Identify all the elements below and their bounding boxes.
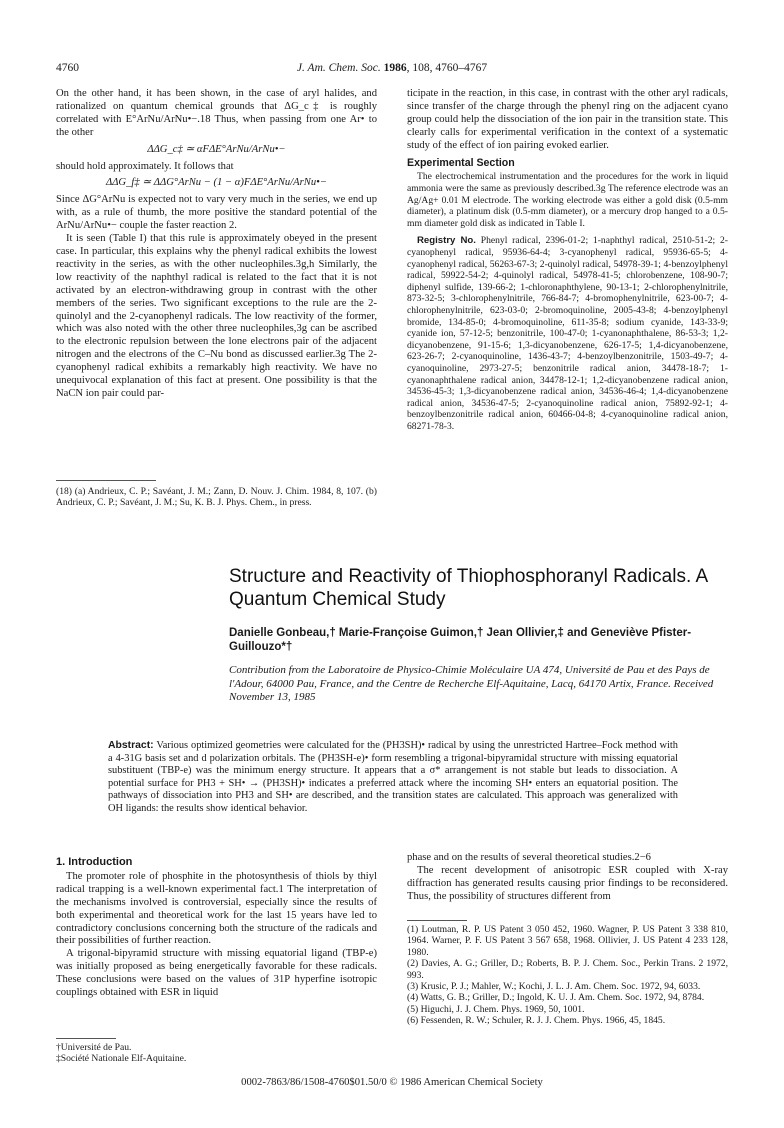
reference: (1) Loutman, R. P. US Patent 3 050 452, 1960. Wagner, P. US Patent 3 338 810, 1964. Warner, P. F. US Patent 3 567 658, 1968. Ollivier, J. US Patent 4 233 128, 1980. <box>407 924 728 958</box>
intro-right-column <box>407 852 728 904</box>
reference: (4) Watts, G. B.; Griller, D.; Ingold, K. U. J. Am. Chem. Soc. 1972, 94, 8784. <box>407 992 705 1004</box>
reference: (2) Davies, A. G.; Griller, D.; Roberts, B. P. J. Chem. Soc., Perkin Trans. 2 1972, 993. <box>407 958 728 981</box>
registry-numbers: Registry No. Phenyl radical, 2396-01-2; 1-naphthyl radical, 2510-51-2; 2-cyanophenyl radical, 95936-64-4; 3-cyanophenyl radical, 95936-65-5; 4-cyanophenyl radical, 56263-67-3; 2-quinolyl radical, 54978-39-1; 4-benzoylphenyl radical, 59922-54-2; 4-quinolyl radical, 54978-41-5; chlorobenzene, 108-90-7; diphenyl sulfide, 139-66-2; 1-chloronaphthylene, 90-13-1; 2-chlorophenylnitrile, 873-32-5; 3-chlorophenylnitrile, 766-84-7; 4-bromophenylnitrile, 623-00-7; 4-chlorophenylnitrile, 623-03-0; 2-bromoquinoline, 2005-43-8; 4-benzoylphenyl bromide, 134-85-0; 4-bromoquinoline, 611-35-8; sodium cyanide, 143-33-9; cyanide ion, 57-12-5; benzonitrile, 100-47-0; 1-cyanonaphthalene, 86-53-3; 1,2-dicyanobenzene, 91-15-6; 1,3-dicyanobenzene, 626-17-5; 1,4-dicyanobenzene, 623-26-7; 2-cyanoquinoline, 1436-43-7; 4-benzoylbenzonitrile, 1503-49-7; 4-cyanoquinoline, 2973-27-5; benzonitrile radical anion, 34478-18-7; 1-cyanonaphthalene radical anion, 34478-12-1; 1,2-dicyanobenzene radical anion, 34536-45-3; 1,3-dicyanobenzene radical anion, 34536-46-4; 1,4-dicyanobenzene radical anion, 34536-47-5; 2-cyanoquinoline radical anion, 75892-92-1; 4-benzoylbenzonitrile radical anion, 60466-04-8; 4-cyanoquinoline radical anion, 68271-78-3. <box>407 235 729 432</box>
affiliation-footnotes: †Université de Pau. ‡Société Nationale Elf-Aquitaine. <box>56 1042 187 1065</box>
paragraph: The electrochemical instrumentation and the procedures for the work in liquid ammonia were the same as previously described.3g The reference electrode was an Ag/Ag+ 0.01 M electrode. The working electrode was either a gold disk (0.5-mm diameter), a platinum disk (0.5-mm diameter), or a mercury drop hanged to a 0.5-mm diameter gold disk as indicated in Table I. <box>407 171 728 229</box>
section-heading: Experimental Section <box>407 156 515 169</box>
article-title: Structure and Reactivity of Thiophosphoranyl Radicals. A Quantum Chemical Study <box>229 566 708 610</box>
running-header <box>56 62 728 78</box>
authors: Danielle Gonbeau,† Marie-Françoise Guimon,† Jean Ollivier,‡ and Geneviève Pfister-Guillouzo*† <box>229 627 692 653</box>
footnote-rule <box>56 480 156 481</box>
equation: ΔΔG_c‡ ≃ αFΔE°ArNu/ArNu•− <box>147 143 286 155</box>
reference: (6) Fessenden, R. W.; Schuler, R. J. J. Chem. Phys. 1966, 45, 1845. <box>407 1015 666 1027</box>
paragraph: ticipate in the reaction, in this case, in contrast with the other aryl radicals, since transfer of the charge through the phenyl ring on the adjacent cyano group could help the dissociation of the ion pair in the transition state. This clearly calls for experimental verification in the context of a systematic study of the effect of ion pairing evoked earlier. <box>407 88 728 151</box>
paragraph: The recent development of anisotropic ESR coupled with X-ray diffraction has generated results causing prior findings to be reconsidered. Thus, the possibility of structures different from <box>407 864 728 902</box>
reference: (5) Higuchi, J. J. Chem. Phys. 1969, 50, 1001. <box>407 1003 585 1015</box>
references <box>407 924 728 1027</box>
footnote-rule <box>407 920 467 921</box>
equation: ΔΔG_f‡ ≃ ΔΔG°ArNu − (1 − α)FΔE°ArNu/ArNu•− <box>106 177 327 189</box>
right-column-top <box>407 88 728 433</box>
paragraph: It is seen (Table I) that this rule is approximately obeyed in the present case. In particular, this explains why the phenyl radical exhibits the lowest reactivity in the series, as with the other nucleophiles.3g,h Similarly, the low reactivity of the naphthyl radical is related to the fact that it is not activated by an electron-withdrawing group in contrast with the other members of the series. Two significant exceptions to the rule are the 2-quinolyl and the 2-cyanophenyl radicals. The low reactivity of the former, which was also noted with the other three nucleophiles,3g can be ascribed to the electronic repulsion between the lone electrons pair of the adjacent nitrogen and the electrons of the C–Nu bond as discussed earlier.3g The 2-cyanophenyl radical exhibits a remarkably high reactivity. We have no unequivocal explanation of this fact at present. One possibility is that the NaCN ion pair could par- <box>56 233 377 399</box>
abstract-label: Abstract: <box>108 740 154 751</box>
page-number: 4760 <box>56 62 79 74</box>
left-column-top <box>56 88 377 401</box>
paragraph: On the other hand, it has been shown, in the case of aryl halides, and rationalized on quantum chemical grounds that ΔG_c‡ is roughly correlated with E°ArNu/ArNu•−.18 Thus, when passing from one Ar• to the other <box>56 88 377 138</box>
paragraph: Since ΔG°ArNu is expected not to vary very much in the series, we end up with, as a rule of thumb, the more positive the standard potential of the ArNu/ArNu•− couple the faster reaction 2. <box>56 194 377 232</box>
reference: (3) Krusic, P. J.; Mahler, W.; Kochi, J. L. J. Am. Chem. Soc. 1972, 94, 6033. <box>407 981 701 993</box>
journal-citation: J. Am. Chem. Soc. 1986, 108, 4760–4767 <box>296 62 488 74</box>
section-heading: 1. Introduction <box>56 856 133 868</box>
abstract <box>108 740 678 816</box>
paragraph: The promoter role of phosphite in the photosynthesis of thiols by thiyl radical trapping is a well-known experimental fact.1 The interpretation of the mechanisms involved is controversial, especially since the results of both experimental and theoretical work for the last 15 years have led to contradictory conclusions concerning both the structure of the radicals and their possibilities of further reaction. <box>56 870 377 947</box>
paragraph: A trigonal-bipyramid structure with missing equatorial ligand (TBP-e) was initially proposed as being energetically favorable for these radicals. These conclusions were based on the values of 31P hyperfine isotropic couplings obtained with ESR in liquid <box>56 948 377 999</box>
footnote-18: (18) (a) Andrieux, C. P.; Savéant, J. M.; Zann, D. Nouv. J. Chim. 1984, 8, 107. (b) Andrieux, C. P.; Savéant, J. M.; Su, K. B. J. Phys. Chem., in press. <box>56 486 377 509</box>
abstract-text: Various optimized geometries were calculated for the (PH3SH)• radical by using the unrestricted Hartree–Fock method with a 4-31G basis set and d polarization orbitals. The (PH3SH-e)• form resembling a trigonal-bipyramidal structure with missing equatorial substituent (TBP-e) was the minimum energy structure. It appears that a σ* arrangement is not stable but leads to dissociation. A potential surface for PH3 + SH• → (PH3SH)• indicates a preferred attack where the incoming SH• enters an equatorial position. The pathways of dissociation into PH3 and SH• are described, and the transition states are calculated. This approach was generalized with OH ligands: the results show identical behavior. <box>108 740 678 814</box>
footnote-rule <box>56 1038 116 1039</box>
page-footer: 0002-7863/86/1508-4760$01.50/0 © 1986 American Chemical Society <box>241 1077 543 1088</box>
affiliation: Contribution from the Laboratoire de Physico-Chimie Moléculaire UA 474, Université de Pau et des Pays de l'Adour, 64000 Pau, France, and the Centre de Recherche Elf-Aquitaine, Lacq, 64170 Artix, France. Received November 13, 1985 <box>229 664 714 703</box>
paragraph: phase and on the results of several theoretical studies.2−6 <box>407 852 651 863</box>
paragraph: should hold approximately. It follows that <box>56 160 234 172</box>
intro-left-column <box>56 852 377 1000</box>
